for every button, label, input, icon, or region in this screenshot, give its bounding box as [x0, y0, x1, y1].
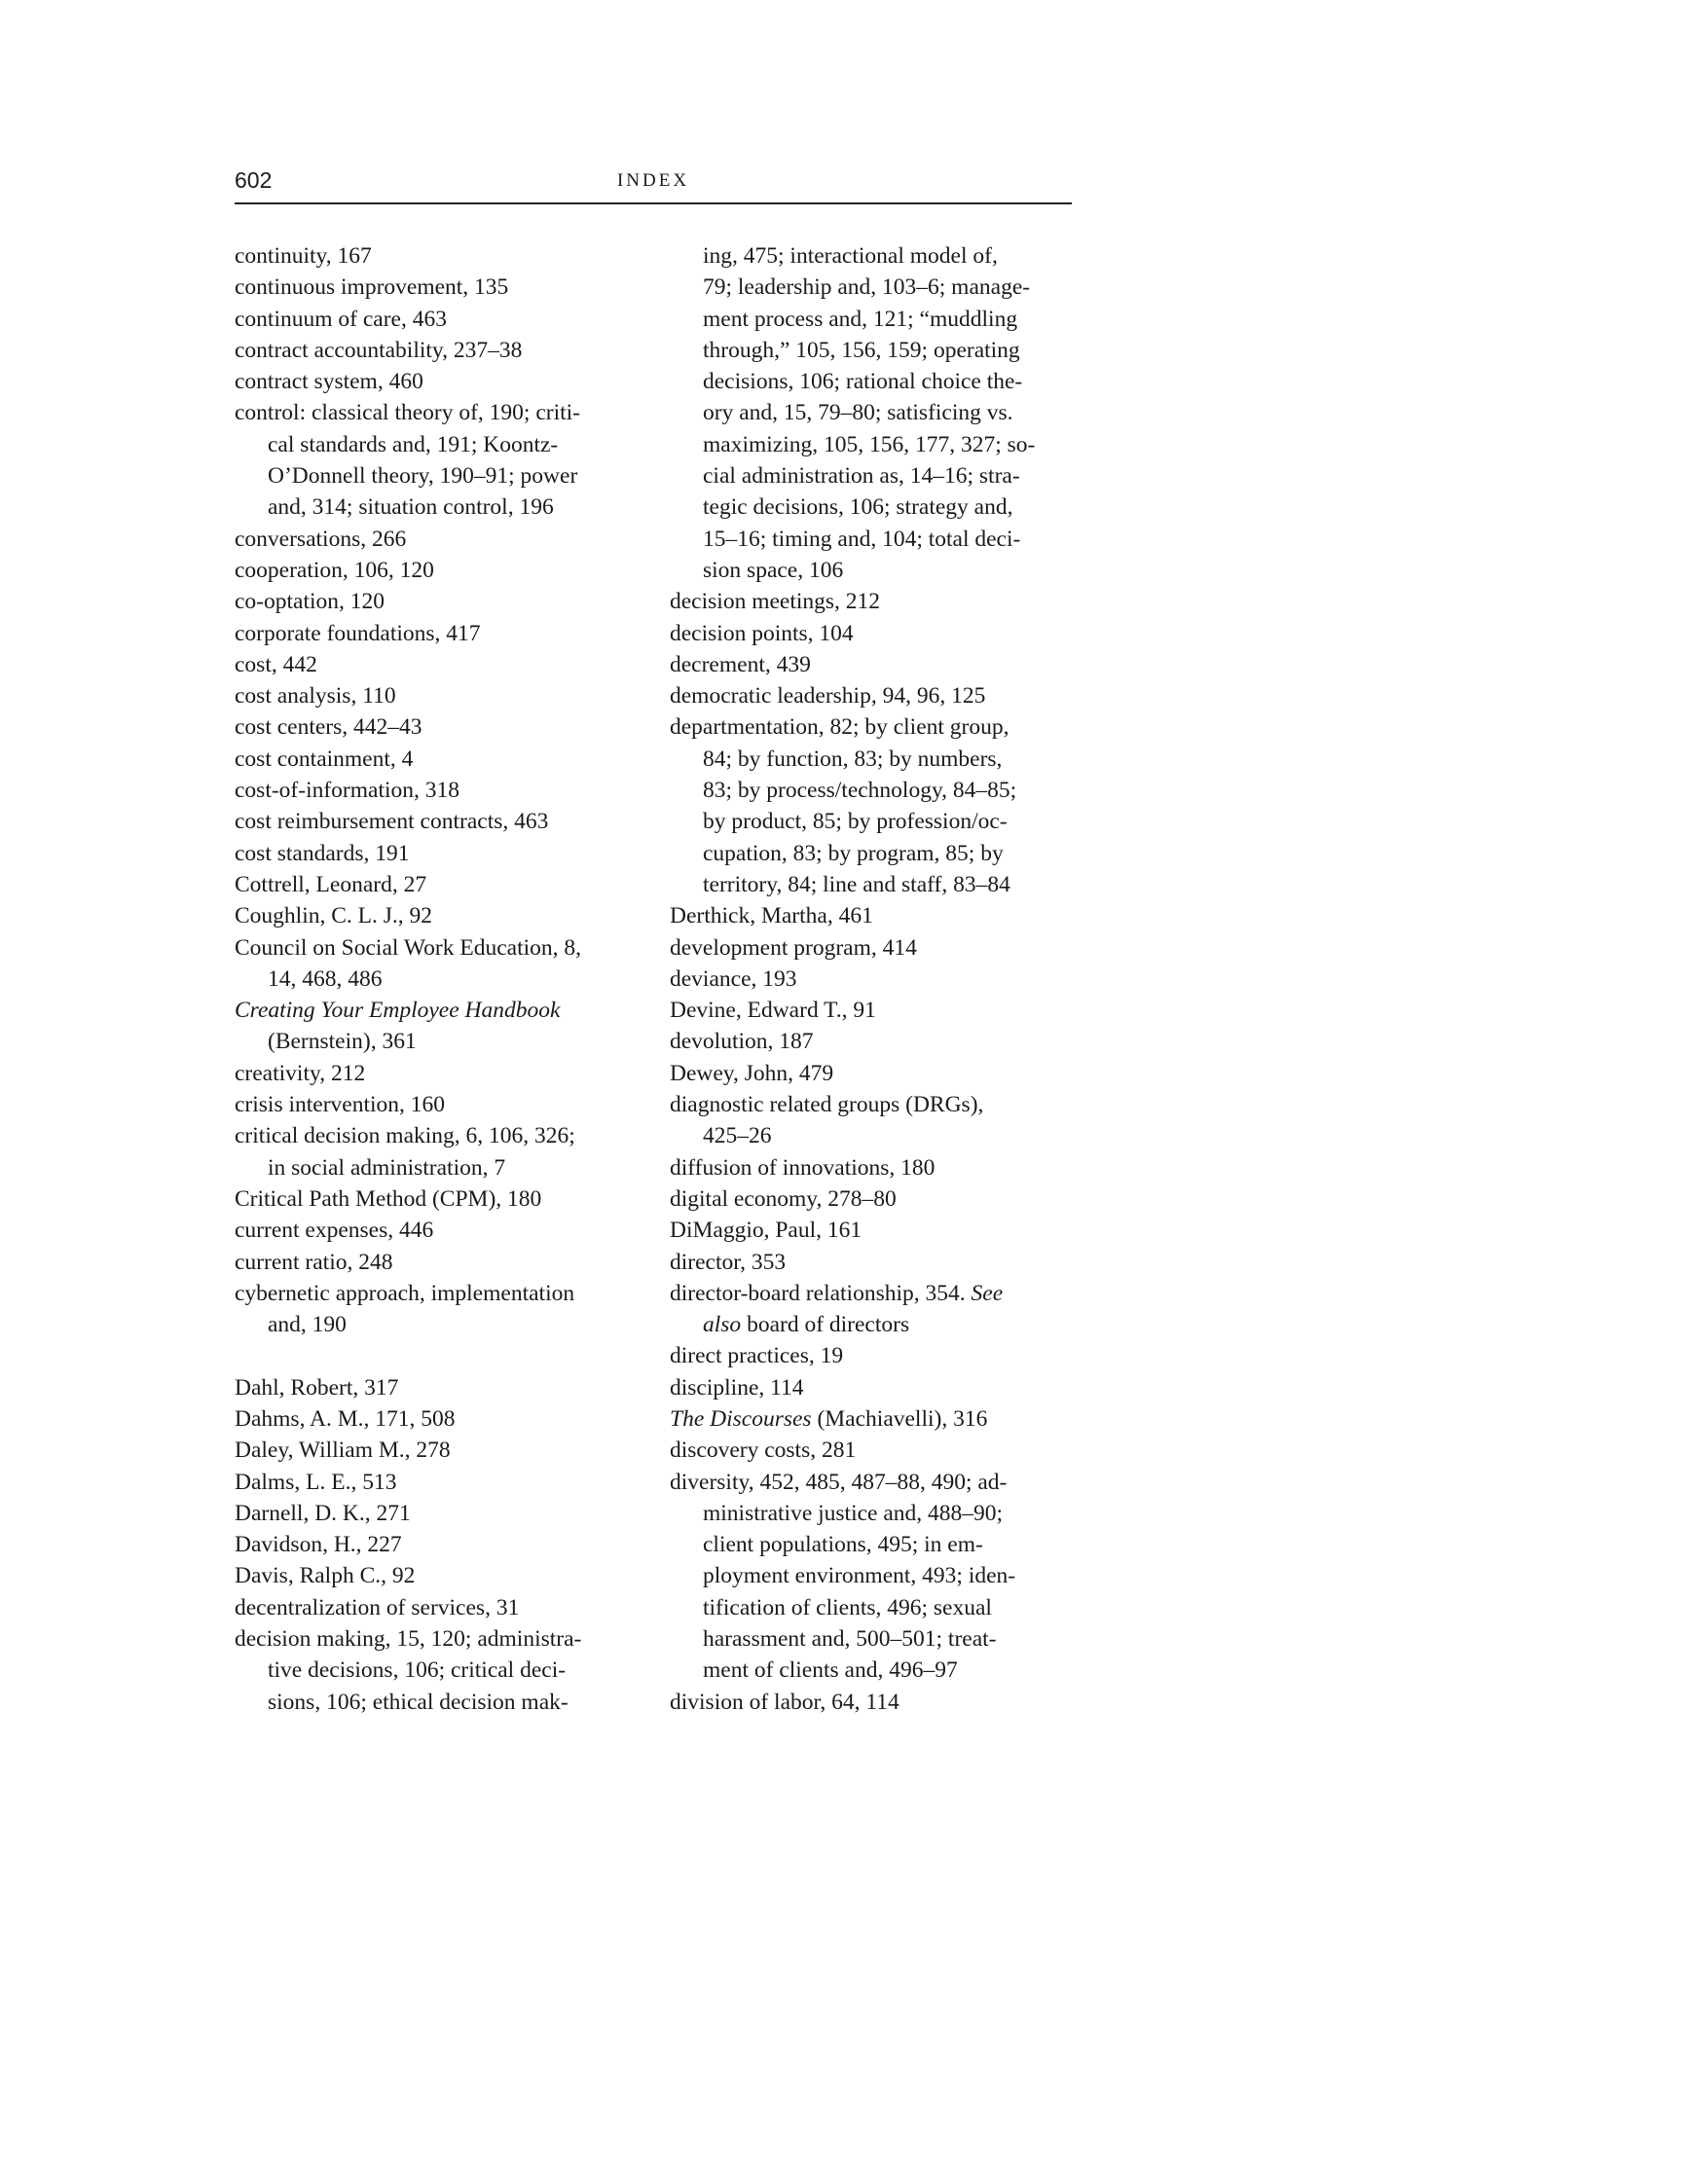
index-entry: Council on Social Work Education, 8, 14, 468, 486	[235, 934, 581, 992]
index-entry: Derthick, Martha, 461	[670, 903, 873, 929]
index-entry: The Discourses (Machiavelli), 316	[670, 1405, 988, 1432]
index-entry: continuum of care, 463	[235, 306, 447, 332]
running-head: INDEX	[616, 170, 690, 191]
index-entry: crisis intervention, 160	[235, 1092, 446, 1118]
index-column-right	[670, 240, 1079, 1718]
index-entry: decentralization of services, 31	[235, 1594, 520, 1620]
index-entry: contract system, 460	[235, 369, 423, 395]
index-entry: DiMaggio, Paul, 161	[670, 1218, 862, 1244]
see-also-reference: See	[971, 1280, 1004, 1306]
index-entry: Darnell, D. K., 271	[235, 1500, 411, 1526]
index-entry: departmentation, 82; by client group, 84; by function, 83; by numbers, 83; by process/technology, 84–85; by product, 85; by profession/oc- cupation, 83; by program, 85; by territory, 84; line and staff, 83–84	[670, 714, 1017, 897]
index-entry: control: classical theory of, 190; criti- cal standards and, 191; Koontz- O’Donnell theory, 190–91; power and, 314; situation control, 196	[235, 400, 581, 521]
index-entry: cost centers, 442–43	[235, 714, 422, 741]
index-entry: continuity, 167	[235, 243, 372, 269]
index-entry: discipline, 114	[670, 1374, 804, 1401]
index-entry: creativity, 212	[235, 1060, 366, 1086]
index-entry: decision making, 15, 120; administra- tive decisions, 106; critical deci- sions, 106; ethical decision mak-	[235, 1626, 582, 1715]
index-entry: diversity, 452, 485, 487–88, 490; ad- ministrative justice and, 488–90; client populations, 495; in em- ployment environment, 493; iden- tification of clients, 496; sexual harassment and, 500–501; treat- ment of clients and, 496–97	[670, 1469, 1016, 1684]
index-entry: deviance, 193	[670, 965, 797, 992]
page-number: 602	[235, 167, 273, 193]
index-entry: Dahms, A. M., 171, 508	[235, 1405, 456, 1432]
index-entry: cost reimbursement contracts, 463	[235, 809, 549, 835]
index-entry: continuous improvement, 135	[235, 274, 509, 301]
index-entry: democratic leadership, 94, 96, 125	[670, 683, 986, 710]
index-entry: direct practices, 19	[670, 1343, 844, 1369]
index-entry: current ratio, 248	[235, 1249, 393, 1275]
index-entry: cost standards, 191	[235, 840, 410, 866]
index-entry: decision points, 104	[670, 620, 854, 646]
index-entry: Critical Path Method (CPM), 180	[235, 1185, 542, 1212]
index-entry: cost-of-information, 318	[235, 778, 460, 804]
index-entry: cost analysis, 110	[235, 683, 396, 710]
index-entry: cost containment, 4	[235, 746, 414, 772]
index-entry: diffusion of innovations, 180	[670, 1154, 936, 1181]
index-entry: cooperation, 106, 120	[235, 557, 434, 583]
index-entry: Dewey, John, 479	[670, 1060, 834, 1086]
index-entry: Creating Your Employee Handbook (Bernstein), 361	[235, 998, 561, 1055]
index-entry: decision meetings, 212	[670, 589, 881, 615]
index-entry: Davis, Ralph C., 92	[235, 1563, 416, 1589]
index-entry: Cottrell, Leonard, 27	[235, 871, 427, 897]
index-entry: digital economy, 278–80	[670, 1185, 897, 1212]
page-header	[235, 165, 1072, 204]
index-entry: conversations, 266	[235, 526, 407, 552]
index-entry: contract accountability, 237–38	[235, 337, 523, 363]
index-column-left	[235, 240, 643, 1718]
index-entry: division of labor, 64, 114	[670, 1689, 899, 1715]
index-entry: co-optation, 120	[235, 589, 385, 615]
index-entry: development program, 414	[670, 934, 917, 961]
index-entry: Devine, Edward T., 91	[670, 998, 876, 1024]
index-entry: director, 353	[670, 1249, 787, 1275]
index-entry: discovery costs, 281	[670, 1438, 857, 1464]
index-entry: cybernetic approach, implementation and, 190	[235, 1280, 575, 1338]
index-entry: Dahl, Robert, 317	[235, 1374, 399, 1401]
index-entry: director-board relationship, 354. See also board of directors	[670, 1280, 1004, 1338]
index-entry: cost, 442	[235, 651, 317, 677]
index-entry: current expenses, 446	[235, 1218, 434, 1244]
index-entry: critical decision making, 6, 106, 326; in social administration, 7	[235, 1123, 575, 1181]
index-entry: Daley, William M., 278	[235, 1438, 451, 1464]
index-entry: devolution, 187	[670, 1029, 814, 1055]
index-entry: Coughlin, C. L. J., 92	[235, 903, 433, 929]
index-entry: Davidson, H., 227	[235, 1532, 402, 1558]
index-entry: Dalms, L. E., 513	[235, 1469, 397, 1495]
index-entry: decrement, 439	[670, 651, 811, 677]
index-entry: diagnostic related groups (DRGs), 425–26	[670, 1092, 984, 1149]
letter-group-gap	[235, 1340, 643, 1371]
index-entry-continued: ing, 475; interactional model of, 79; leadership and, 103–6; manage- ment process and, 121; “muddling through,” 105, 156, 159; operating decisions, 106; rational choice the- ory and, 15, 79–80; satisficing vs. maximizing, 105, 156, 177, 327; so- cial administration as, 14–16; stra- tegic decisions, 106; strategy and, 15–16; timing and, 104; total deci- sion space, 106	[703, 243, 1036, 583]
index-entry: corporate foundations, 417	[235, 620, 481, 646]
